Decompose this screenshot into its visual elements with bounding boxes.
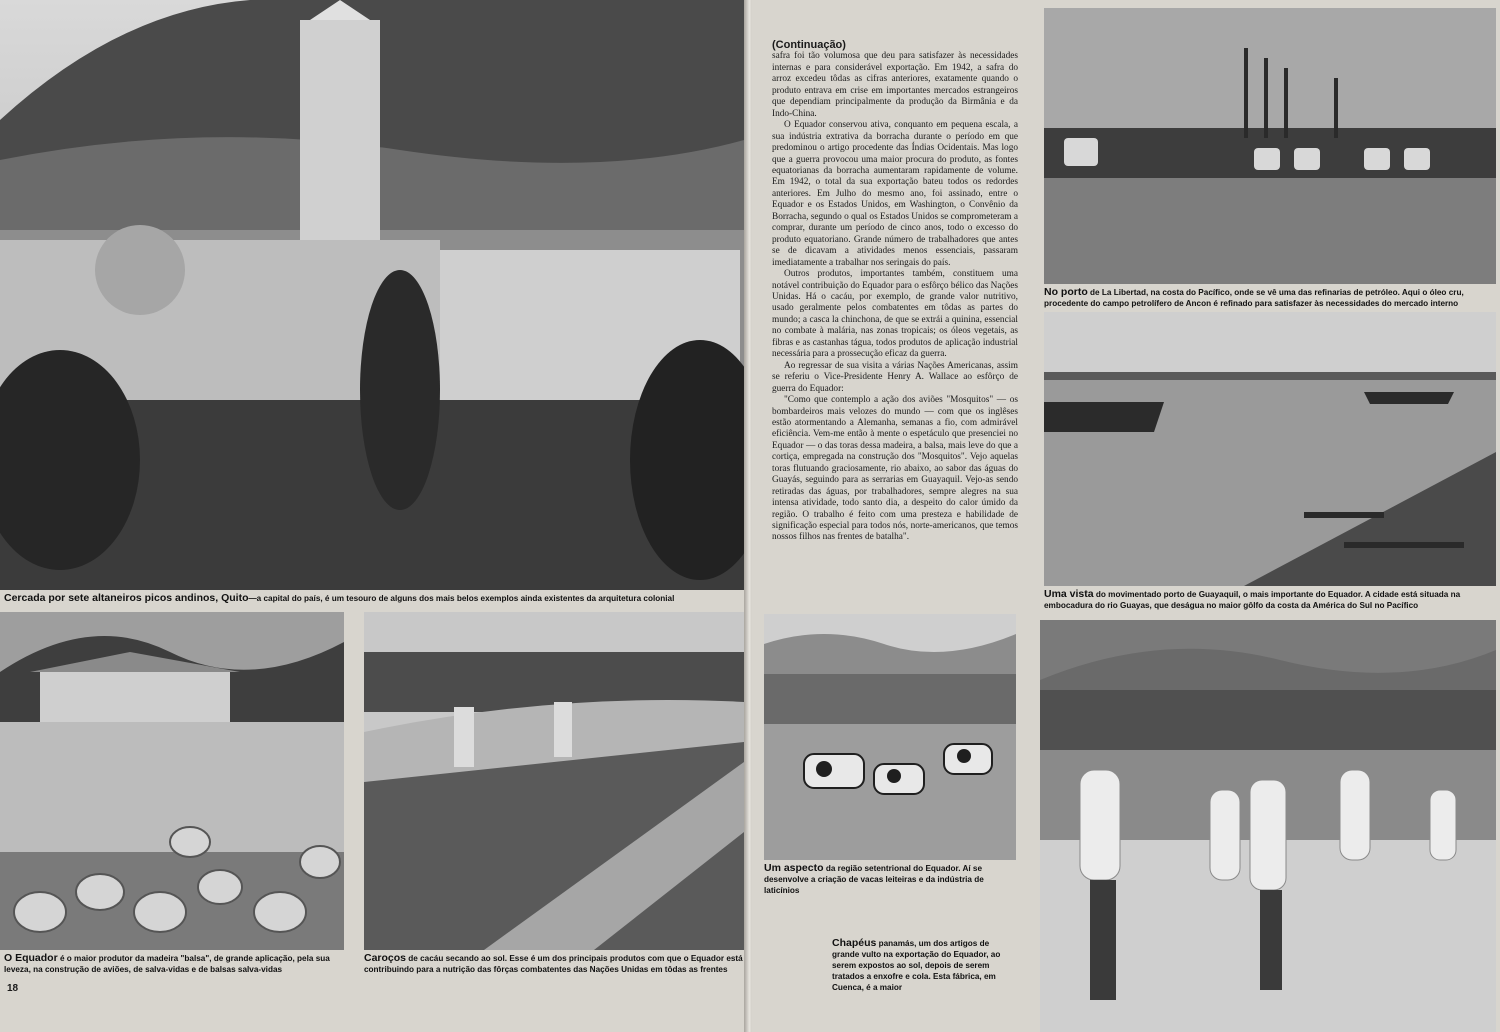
- caption-vista: [1044, 589, 1496, 611]
- caption-chapeus-text: panamás, um dos artigos de grande vulto na exportação do Equador, ao serem expostos ao sol, depois de serem tratados a enxofre e cola. Esta fábrica, em Cuenca, é a maior: [832, 939, 1001, 992]
- article-heading: (Continuação): [772, 39, 846, 51]
- caption-aspecto: [764, 863, 1016, 896]
- cattle-illustration: [764, 614, 1016, 860]
- caption-porto-text: de La Libertad, na costa do Pacífico, onde se vê uma das refinarias de petróleo. Aqui o óleo cru, procedente do campo petrolífero de Ancon é refinado para satisfazer às necessidades do mercado interno: [1044, 288, 1464, 308]
- article-paragraph: Ao regressar de sua visita a várias Nações Americanas, assim se referiu o Vice-Presidente Henry A. Wallace ao esfôrço de guerra do Equador:: [772, 360, 1018, 394]
- caption-balsa: [4, 953, 344, 975]
- caption-balsa-text: é o maior produtor da madeira "balsa", de grande aplicação, pela sua leveza, na construção de aviões, de salva-vidas e de balsas salva-vidas: [4, 954, 330, 974]
- photo-quito: [0, 0, 744, 590]
- caption-cacao-lead: Caroços: [364, 952, 407, 964]
- article-paragraph: "Como que contemplo a ação dos aviões "Mosquitos" — os bombardeiros mais velozes do mundo — com que os inglêses estão atormentando a Alemanha, semanas a fio, com admirável eficiência. Vem-me então à mente o espetáculo que presenciei no Equador — o das toras dessa madeira, a balsa, mais leve do que a cortiça, empregada na construção dos "Mosquitos". Vejo aquelas toras flutuando graciosamente, rio abaixo, ao sabor das águas do Guayás, seguindo para as serrarias em Guayaquil. Vejo-as sendo retiradas das águas, por trabalhadores, sempre alegres na sua intensa atividade, todo santo dia, a despeito do calor úmido da região. O trabalho é feito com uma presteza e habilidade de significação especial para todos nós, norte-americanos, que temos nossos filhos nas frentes de batalha".: [772, 395, 1018, 543]
- article-paragraph: Outros produtos, importantes também, constituem uma notável contribuição do Equador para o esfôrço bélico das Nações Unidas. Há o cacáu, por exemplo, de grande valor nutritivo, usado geralmente pelos combatentes em tôdas as partes do mundo; a casca la chinchona, de que se extrái a quinina, essencial no combate à malária, nas zonas tropicais; os óleos vegetais, as fibras e as castanhas tágua, todos produtos de aplicação industrial necessária para a prossecução eficaz da guerra.: [772, 269, 1019, 360]
- balsa-illustration: [0, 612, 344, 950]
- caption-porto: [1044, 287, 1496, 309]
- photo-cattle: [764, 614, 1016, 860]
- caption-cacao: [364, 953, 744, 975]
- guayaquil-illustration: [1044, 312, 1496, 586]
- caption-vista-text: do movimentado porto de Guayaquil, o mais importante do Equador. A cidade está situada na embocadura do rio Guayas, que deságua no maior gôlfo da costa da América do Sul no Pacífico: [1044, 590, 1461, 610]
- photo-balsa: [0, 612, 344, 950]
- cacao-illustration: [364, 612, 744, 950]
- caption-aspecto-lead: Um aspecto: [764, 862, 824, 874]
- caption-chapeus-lead: Chapéus: [832, 937, 877, 949]
- article-paragraph: safra foi tão volumosa que deu para satisfazer às necessidades internas e para considerável exportação. Em 1942, a safra do arroz excedeu tôdas as cifras anteriores, exatamente quando o produto entrava em crise em importantes mercados estrangeiros que dependiam principalmente da produção da Birmânia e da Indo-China.: [772, 51, 1018, 119]
- caption-balsa-lead: O Equador: [4, 952, 58, 964]
- page-number: 18: [7, 983, 19, 994]
- photo-cacao: [364, 612, 744, 950]
- caption-porto-lead: No porto: [1044, 286, 1088, 298]
- photo-hats: [1040, 620, 1496, 1032]
- refinery-illustration: [1044, 8, 1496, 284]
- caption-quito-lead: Cercada por sete altaneiros picos andinos, Quito: [4, 592, 249, 604]
- caption-aspecto-text: da região setentrional do Equador. Aí se desenvolve a criação de vacas leiteiras e da indústria de laticínios: [764, 864, 984, 895]
- caption-cacao-text: de cacáu secando ao sol. Esse é um dos principais produtos com que o Equador está contribuindo para a nutrição das fôrças combatentes das Nações Unidas em tôdas as frentes: [364, 954, 743, 974]
- photo-refinery: [1044, 8, 1496, 284]
- caption-quito-text: —a capital do país, é um tesouro de alguns dos mais belos exemplos ainda existentes da arquitetura colonial: [248, 594, 675, 603]
- article-paragraph: O Equador conservou ativa, conquanto em pequena escala, a sua indústria extrativa da borracha durante o período em que predominou o artigo procedente das Índias Ocidentais. Mas logo que a guerra provocou uma maior procura do produto, as fontes equatorianas da borracha aumentaram rapidamente de volume. Em 1942, o total da sua exportação bateu todos os redordes anteriores. Em Julho do mesmo ano, foi assinado, entre o Equador e os Estados Unidos, em Washington, o Convênio da Borracha, segundo o qual os Estados Unidos se comprometeram a comprar, durante um período de cinco anos, todo o excesso do produto equatoriano. Grande número de trabalhadores que antes se de dicavam a atividades menos essenciais, passaram imediatamente a trabalhar nos seringais do país.: [772, 120, 1018, 268]
- hats-illustration: [1040, 620, 1496, 1032]
- left-page: [0, 0, 748, 1032]
- caption-quito: [4, 593, 748, 604]
- article-text: [772, 40, 1018, 544]
- photo-guayaquil: [1044, 312, 1496, 586]
- caption-chapeus: [832, 938, 1016, 993]
- quito-illustration: [0, 0, 744, 590]
- caption-vista-lead: Uma vista: [1044, 588, 1094, 600]
